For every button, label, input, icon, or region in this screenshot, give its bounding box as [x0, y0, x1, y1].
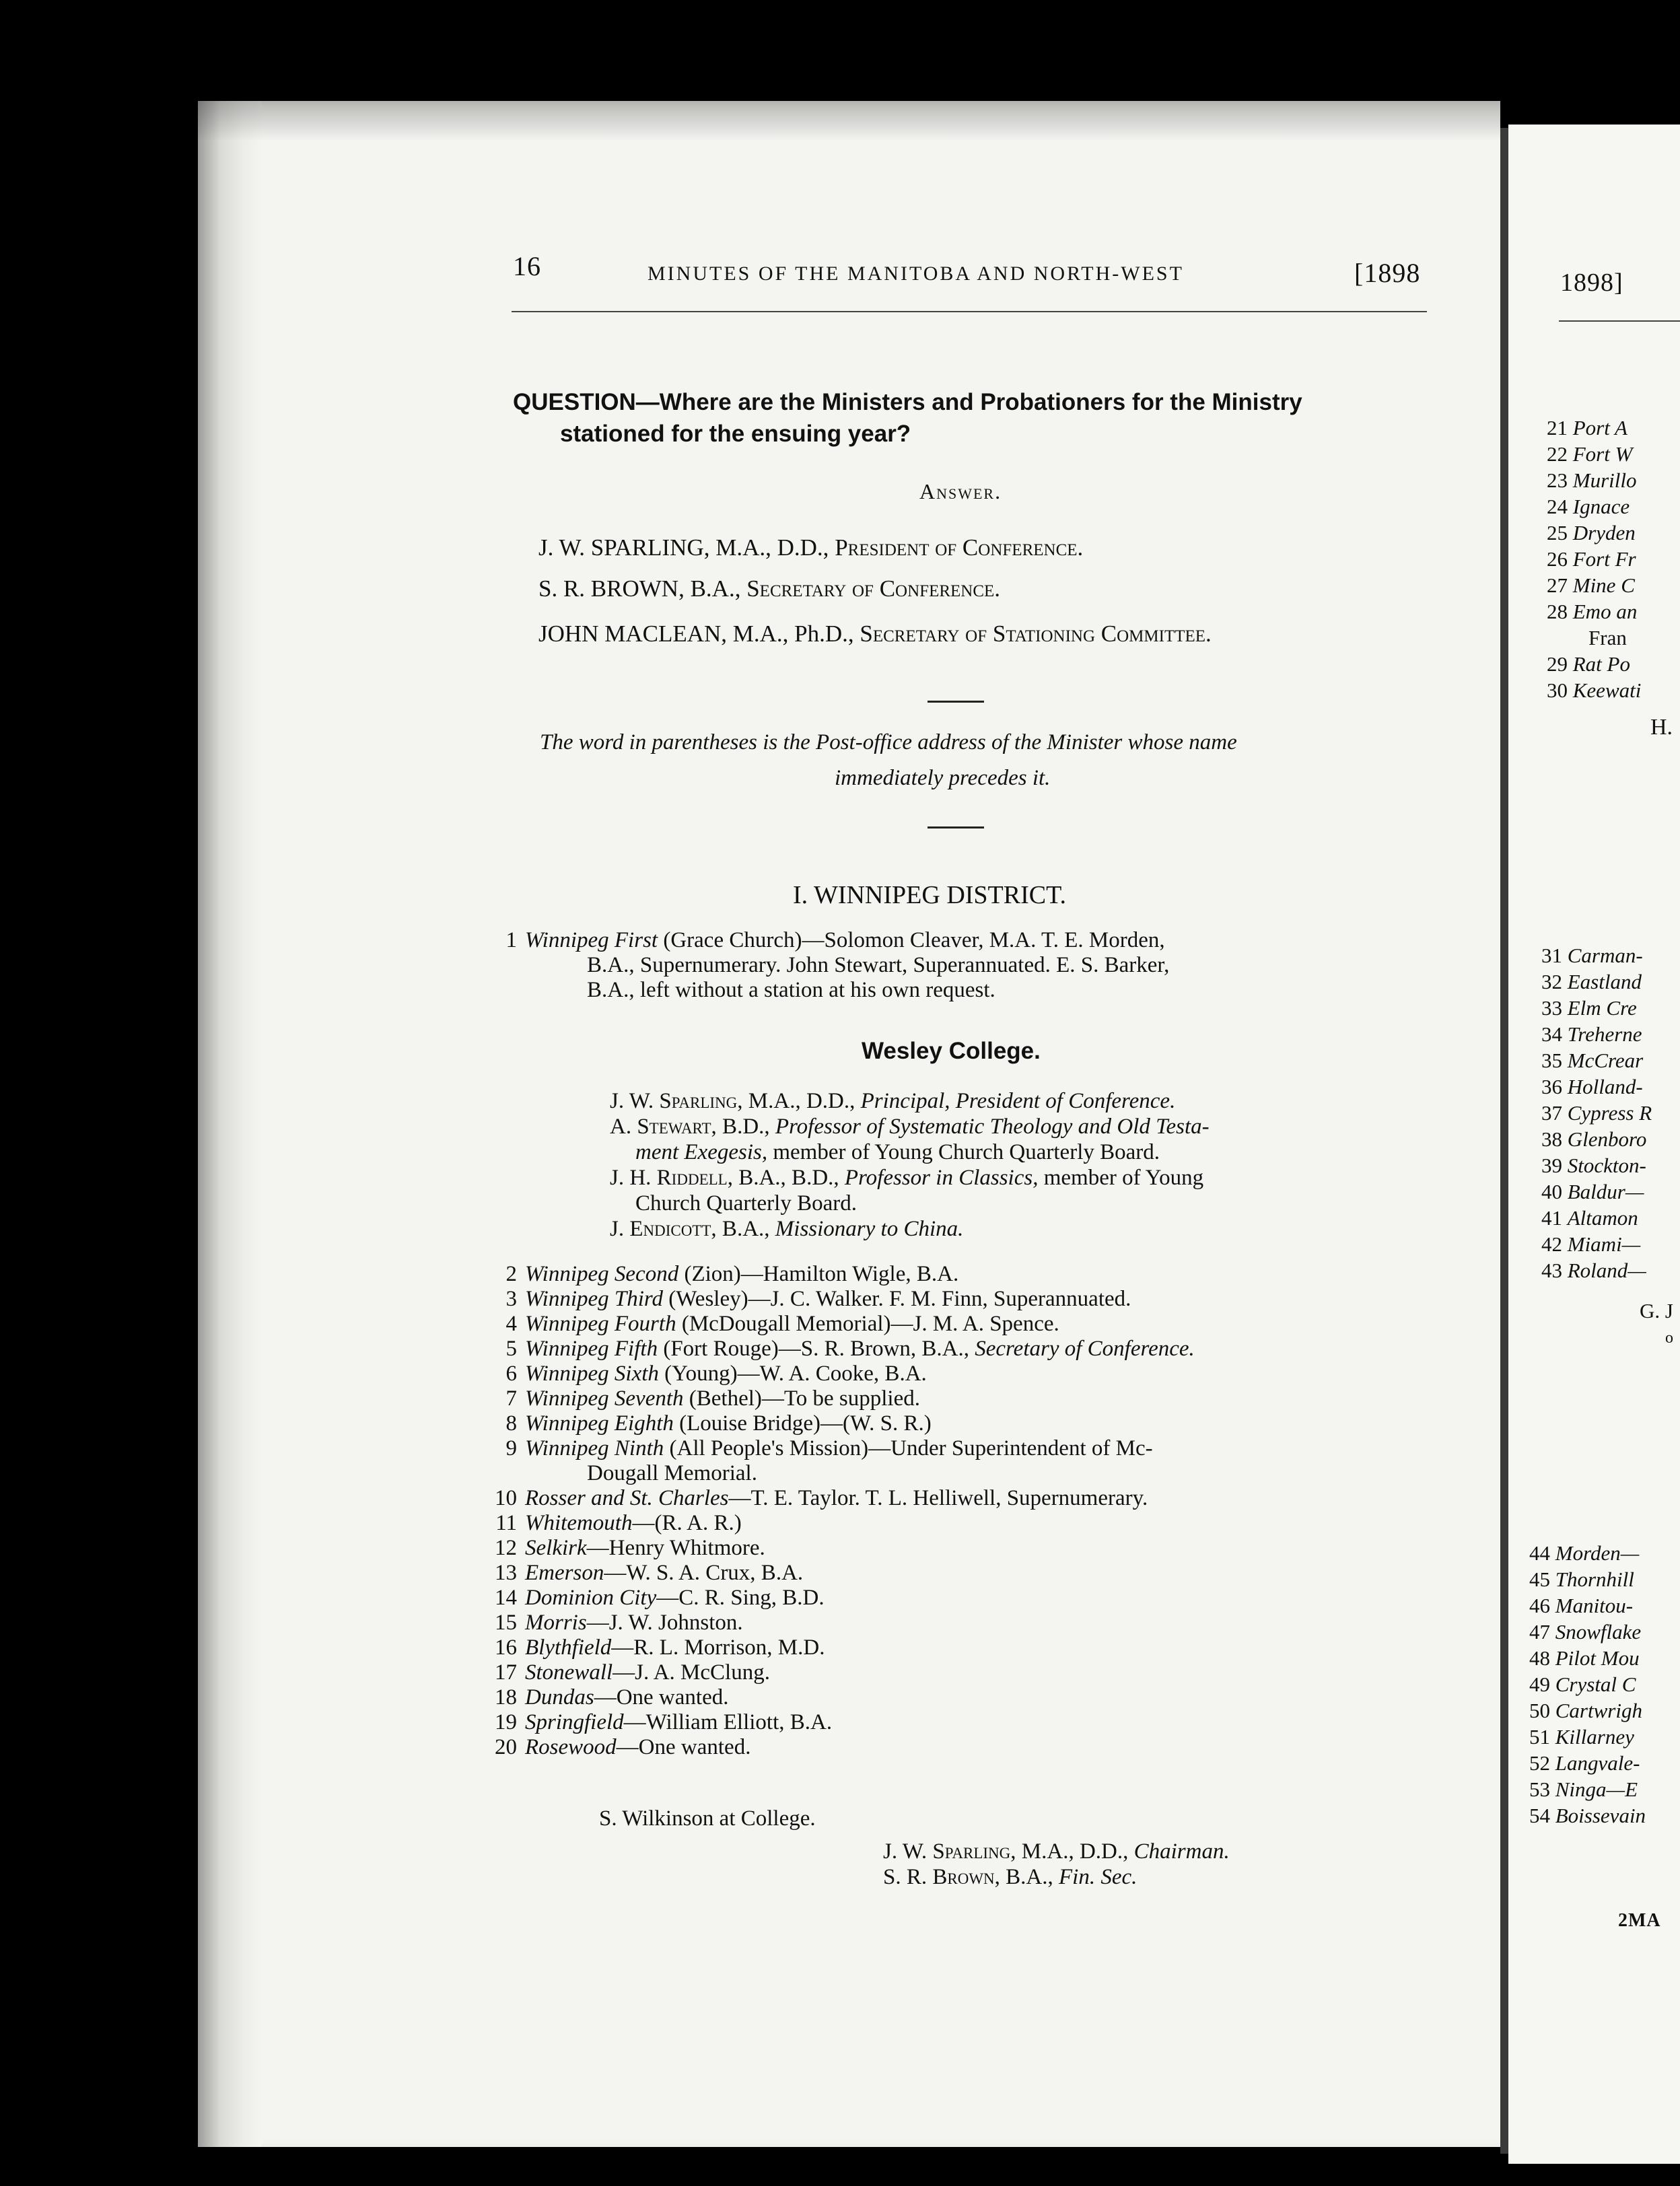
officer-3	[538, 621, 1212, 647]
list-item	[1529, 1646, 1640, 1670]
entry-number: 28	[1547, 600, 1568, 623]
entry-place: Morden—	[1555, 1541, 1640, 1565]
entry-number: 52	[1529, 1751, 1550, 1775]
entry-number: 14	[495, 1586, 517, 1610]
entry-text: —J. W. Johnston.	[586, 1611, 743, 1635]
entry-text: (Bethel)—To be supplied.	[683, 1386, 920, 1411]
station-list	[477, 1261, 1432, 1800]
entry-number: 48	[1529, 1646, 1550, 1670]
list-item	[1541, 1232, 1640, 1257]
entry-number: 51	[1529, 1725, 1550, 1749]
officer-1	[538, 534, 1083, 561]
list-item	[1588, 626, 1627, 650]
college-line-5: Church Quarterly Board.	[635, 1191, 857, 1215]
list-item	[477, 1585, 825, 1611]
list-item	[1665, 1329, 1673, 1347]
entry-text: H.	[1650, 715, 1673, 740]
list-item	[1547, 600, 1637, 624]
entry-place: Winnipeg Ninth	[525, 1436, 664, 1460]
entry-place: Langvale-	[1555, 1751, 1640, 1775]
entry-text: —C. R. Sing, B.D.	[656, 1586, 825, 1610]
entry-place: Winnipeg Second	[525, 1262, 679, 1286]
entry-1-line-3: B.A., left without a station at his own request.	[587, 978, 995, 1002]
entry-number: 15	[495, 1611, 517, 1635]
entry-place: Cypress R	[1567, 1101, 1652, 1125]
entry-number: 34	[1541, 1022, 1562, 1046]
entry-text: (Grace Church)—Solomon Cleaver, M.A. T. E. Morden,	[658, 928, 1165, 952]
list-item	[1547, 442, 1632, 466]
entry-place: Winnipeg First	[525, 928, 658, 952]
entry-place: Rat Po	[1572, 652, 1630, 676]
list-item	[477, 1436, 1153, 1461]
entry-text: —(R. A. R.)	[632, 1511, 742, 1535]
running-head: MINUTES OF THE MANITOBA AND NORTH-WEST	[648, 262, 1184, 285]
signature-role: Chairman.	[1133, 1839, 1230, 1864]
list-item	[1529, 1594, 1633, 1618]
list-item	[1541, 1022, 1642, 1047]
list-item	[1541, 970, 1642, 994]
list-item	[1529, 1699, 1642, 1723]
divider	[928, 701, 984, 703]
list-item	[1529, 1777, 1638, 1802]
entry-place: Fort Fr	[1572, 547, 1636, 571]
entry-place: Ninga—E	[1555, 1777, 1638, 1801]
college-role: Principal, President of Conference.	[860, 1089, 1176, 1113]
entry-place: Whitemouth	[525, 1511, 633, 1535]
question-text-1: —Where are the Ministers and Probationers for the Ministry	[635, 389, 1302, 415]
list-item	[1541, 1154, 1646, 1178]
list-item	[1529, 1620, 1641, 1644]
officer-3-name: JOHN MACLEAN, M.A., Ph.D.,	[538, 621, 860, 647]
entry-number: 9	[505, 1436, 517, 1460]
entry-role: Secretary of Conference.	[975, 1337, 1195, 1361]
note-line-1: The word in parentheses is the Post-office address of the Minister whose name	[540, 730, 1237, 754]
list-item	[1541, 1049, 1643, 1073]
entry-number: 47	[1529, 1620, 1550, 1644]
college-line-6	[610, 1216, 963, 1242]
entry-place: Morris	[525, 1611, 587, 1635]
page-shadow	[198, 101, 1500, 141]
entry-number: 41	[1541, 1206, 1562, 1230]
list-item	[477, 1361, 927, 1386]
list-item	[477, 1411, 932, 1436]
list-item	[1541, 944, 1643, 968]
list-item	[1529, 1751, 1640, 1775]
entry-text: (Zion)—Hamilton Wigle, B.A.	[678, 1262, 959, 1286]
list-item	[477, 1709, 832, 1735]
entry-text: —T. E. Taylor. T. L. Helliwell, Supernumerary.	[728, 1486, 1148, 1510]
entry-place: Winnipeg Seventh	[525, 1386, 684, 1411]
entry-number: 25	[1547, 521, 1568, 544]
list-item	[1529, 1725, 1634, 1749]
entry-place: Winnipeg Fifth	[525, 1337, 658, 1361]
entry-number: 37	[1541, 1101, 1562, 1125]
entry-text: G. J	[1640, 1299, 1673, 1323]
entry-number: 54	[1529, 1804, 1550, 1827]
right-header-rule	[1559, 320, 1680, 322]
list-item	[1529, 1567, 1634, 1592]
entry-place: Holland-	[1567, 1075, 1643, 1098]
entry-place: Keewati	[1572, 678, 1642, 702]
entry-number: 7	[505, 1386, 517, 1411]
entry-number: 20	[495, 1735, 517, 1759]
entry-number: 24	[1547, 495, 1568, 518]
list-item	[1529, 1804, 1646, 1828]
page-number: 16	[513, 251, 541, 281]
college-line-2	[610, 1114, 1210, 1139]
entry-number: 23	[1547, 468, 1568, 492]
entry-place: Eastland	[1567, 970, 1642, 993]
entry-number: 22	[1547, 442, 1568, 466]
entry-text: —One wanted.	[616, 1735, 751, 1759]
entry-place: Port A	[1572, 416, 1628, 439]
college-line-4	[610, 1165, 1203, 1191]
header-rule	[512, 311, 1427, 312]
entry-number: 36	[1541, 1075, 1562, 1098]
entry-text: (Fort Rouge)—S. R. Brown, B.A.,	[658, 1337, 975, 1361]
entry-number: 42	[1541, 1232, 1562, 1256]
entry-text: o	[1665, 1329, 1673, 1347]
entry-number: 43	[1541, 1259, 1562, 1282]
question-lead: QUESTION	[513, 389, 636, 415]
list-item	[477, 1610, 743, 1635]
college-name: A. Stewart, B.D.,	[610, 1115, 775, 1139]
entry-place: Stockton-	[1567, 1154, 1646, 1177]
entry-number: 49	[1529, 1672, 1550, 1696]
list-item	[477, 1485, 1148, 1511]
entry-place: Winnipeg Third	[525, 1287, 664, 1311]
officer-2-name: S. R. BROWN, B.A.,	[538, 575, 747, 602]
entry-number: 38	[1541, 1127, 1562, 1151]
signature-mark: 2MA	[1618, 1910, 1661, 1931]
entry-number: 2	[505, 1262, 517, 1286]
list-item	[587, 1460, 757, 1486]
entry-place: Blythfield	[525, 1635, 612, 1660]
entry-number: 10	[495, 1486, 517, 1510]
college-line-3	[635, 1139, 1160, 1165]
entry-place: Killarney	[1555, 1725, 1634, 1749]
entry-place: Winnipeg Eighth	[525, 1411, 674, 1436]
college-name: J. Endicott, B.A.,	[610, 1217, 775, 1241]
entry-number: 46	[1529, 1594, 1550, 1617]
list-item	[1547, 547, 1636, 571]
list-item	[1547, 652, 1630, 676]
entry-text: —R. L. Morrison, M.D.	[611, 1635, 825, 1660]
list-item	[477, 1336, 1195, 1362]
entry-text: Fran	[1588, 626, 1627, 649]
entry-number: 21	[1547, 416, 1568, 439]
officer-3-title: Secretary of Stationing Committee.	[860, 621, 1212, 647]
question-line-2: stationed for the ensuing year?	[560, 421, 911, 447]
entry-number: 45	[1529, 1567, 1550, 1591]
entry-number: 50	[1529, 1699, 1550, 1722]
entry-place: Crystal C	[1555, 1672, 1636, 1696]
college-name: J. W. Sparling, M.A., D.D.,	[610, 1089, 861, 1113]
signature-role: Fin. Sec.	[1059, 1865, 1138, 1889]
list-item	[1541, 1180, 1644, 1204]
entry-number: 17	[495, 1660, 517, 1685]
entry-place: Glenboro	[1567, 1127, 1647, 1151]
entry-number: 18	[495, 1685, 517, 1709]
divider	[928, 826, 984, 828]
entry-place: Rosewood	[525, 1735, 617, 1759]
list-item	[1541, 1075, 1643, 1099]
entry-place: Emerson	[525, 1561, 604, 1585]
list-item	[477, 1685, 728, 1710]
list-item	[477, 1560, 803, 1586]
entry-text: (All People's Mission)—Under Superintendent of Mc-	[664, 1436, 1153, 1460]
list-item	[1650, 715, 1673, 740]
list-item	[1529, 1672, 1636, 1697]
college-role: Professor of Systematic Theology and Old Testa-	[775, 1115, 1210, 1139]
officer-2-title: Secretary of Conference.	[746, 575, 1001, 602]
answer-label: Answer.	[919, 479, 1002, 503]
entry-number: 5	[505, 1337, 517, 1361]
entry-1	[477, 927, 1165, 953]
entry-number: 40	[1541, 1180, 1562, 1203]
entry-place: Manitou-	[1555, 1594, 1634, 1617]
entry-place: Boissevain	[1555, 1804, 1646, 1827]
wilkinson-note: S. Wilkinson at College.	[599, 1806, 816, 1831]
entry-place: Rosser and St. Charles	[525, 1486, 729, 1510]
entry-place: Thornhill	[1555, 1567, 1634, 1591]
list-item	[477, 1510, 742, 1536]
entry-number: 29	[1547, 652, 1568, 676]
entry-number: 44	[1529, 1541, 1550, 1565]
entry-place: Springfield	[525, 1710, 624, 1734]
entry-number: 1	[505, 928, 517, 952]
college-text: member of Young Church Quarterly Board.	[767, 1140, 1160, 1164]
entry-place: Selkirk	[525, 1536, 587, 1560]
entry-1-line-2: B.A., Supernumerary. John Stewart, Superannuated. E. S. Barker,	[587, 953, 1170, 977]
entry-number: 8	[505, 1411, 517, 1436]
entry-number: 30	[1547, 678, 1568, 702]
entry-number: 31	[1541, 944, 1562, 967]
list-item	[1547, 521, 1636, 545]
entry-number: 13	[495, 1561, 517, 1585]
list-item	[1541, 1259, 1646, 1283]
entry-place: Ignace	[1572, 495, 1630, 518]
list-item	[477, 1535, 765, 1561]
entry-place: Roland—	[1567, 1259, 1646, 1282]
college-heading: Wesley College.	[862, 1038, 1041, 1064]
officer-1-name: J. W. SPARLING, M.A., D.D.,	[538, 534, 835, 561]
entry-number: 53	[1529, 1777, 1550, 1801]
signature-name: S. R. Brown, B.A.,	[883, 1865, 1059, 1889]
list-item	[1529, 1541, 1639, 1565]
entry-place: Snowflake	[1555, 1620, 1642, 1644]
entry-text: (Young)—W. A. Cooke, B.A.	[658, 1362, 927, 1386]
college-line-1	[610, 1088, 1175, 1114]
entry-place: Treherne	[1567, 1022, 1642, 1046]
entry-place: Murillo	[1572, 468, 1637, 492]
entry-place: Pilot Mou	[1555, 1646, 1640, 1670]
entry-text: (McDougall Memorial)—J. M. A. Spence.	[676, 1312, 1059, 1336]
list-item	[1547, 495, 1630, 519]
college-role: Missionary to China.	[775, 1217, 964, 1241]
district-heading: I. WINNIPEG DISTRICT.	[793, 881, 1066, 909]
entry-place: Emo an	[1572, 600, 1638, 623]
entry-place: Winnipeg Fourth	[525, 1312, 676, 1336]
list-item	[1547, 678, 1641, 703]
officer-1-title: President of Conference.	[835, 534, 1084, 561]
entry-number: 26	[1547, 547, 1568, 571]
entry-place: Dryden	[1572, 521, 1636, 544]
list-item	[1541, 1127, 1646, 1152]
signature-1	[883, 1839, 1230, 1864]
entry-number: 6	[505, 1362, 517, 1386]
list-item	[1640, 1299, 1673, 1323]
note-line-2: immediately precedes it.	[835, 766, 1051, 790]
entry-text: —William Elliott, B.A.	[623, 1710, 833, 1734]
question-line-1	[513, 389, 1302, 416]
entry-number: 39	[1541, 1154, 1562, 1177]
college-text: member of Young	[1038, 1166, 1204, 1190]
entry-place: McCrear	[1567, 1049, 1644, 1072]
entry-place: Stonewall	[525, 1660, 613, 1685]
entry-place: Fort W	[1572, 442, 1633, 466]
entry-place: Elm Cre	[1567, 996, 1637, 1020]
college-name: J. H. Riddell, B.A., B.D.,	[610, 1166, 845, 1190]
entry-number: 4	[505, 1312, 517, 1336]
list-item	[1547, 468, 1636, 493]
entry-text: —J. A. McClung.	[612, 1660, 770, 1685]
list-item	[477, 1286, 1131, 1312]
book-spine	[1500, 128, 1508, 2154]
entry-place: Winnipeg Sixth	[525, 1362, 659, 1386]
list-item	[1541, 1206, 1638, 1230]
entry-place: Miami—	[1567, 1232, 1641, 1256]
entry-place: Dominion City	[525, 1586, 657, 1610]
entry-number: 32	[1541, 970, 1562, 993]
list-item	[477, 1261, 958, 1287]
list-item	[477, 1386, 920, 1411]
list-item	[1547, 573, 1635, 598]
page-edge	[198, 101, 262, 2147]
entry-place: Dundas	[525, 1685, 594, 1709]
header-year: [1898	[1354, 258, 1421, 288]
entry-text: —Henry Whitmore.	[586, 1536, 765, 1560]
list-item	[1547, 416, 1628, 440]
list-item	[477, 1734, 750, 1760]
list-item	[1541, 1101, 1652, 1125]
entry-text: —W. S. A. Crux, B.A.	[604, 1561, 804, 1585]
signature-2	[883, 1864, 1137, 1890]
college-role: ment Exegesis,	[635, 1140, 768, 1164]
officer-2	[538, 575, 1000, 602]
entry-number: 19	[495, 1710, 517, 1734]
entry-text: (Wesley)—J. C. Walker. F. M. Finn, Superannuated.	[663, 1287, 1131, 1311]
list-item	[477, 1660, 770, 1685]
entry-number: 12	[495, 1536, 517, 1560]
list-item	[477, 1311, 1059, 1337]
entry-text: Dougall Memorial.	[587, 1461, 757, 1485]
entry-number: 33	[1541, 996, 1562, 1020]
entry-number: 35	[1541, 1049, 1562, 1072]
right-year: 1898]	[1560, 269, 1623, 297]
entry-text: —One wanted.	[594, 1685, 729, 1709]
entry-place: Baldur—	[1567, 1180, 1644, 1203]
entry-number: 11	[495, 1511, 517, 1535]
list-item	[477, 1635, 825, 1660]
college-role: Professor in Classics,	[844, 1166, 1039, 1190]
entry-text: (Louise Bridge)—(W. S. R.)	[673, 1411, 932, 1436]
entry-place: Altamon	[1567, 1206, 1638, 1230]
entry-place: Mine C	[1572, 573, 1635, 597]
entry-number: 27	[1547, 573, 1568, 597]
entry-place: Carman-	[1567, 944, 1643, 967]
signature-name: J. W. Sparling, M.A., D.D.,	[883, 1839, 1134, 1864]
list-item	[1541, 996, 1637, 1020]
entry-number: 16	[495, 1635, 517, 1660]
entry-place: Cartwrigh	[1555, 1699, 1642, 1722]
entry-number: 3	[505, 1287, 517, 1311]
